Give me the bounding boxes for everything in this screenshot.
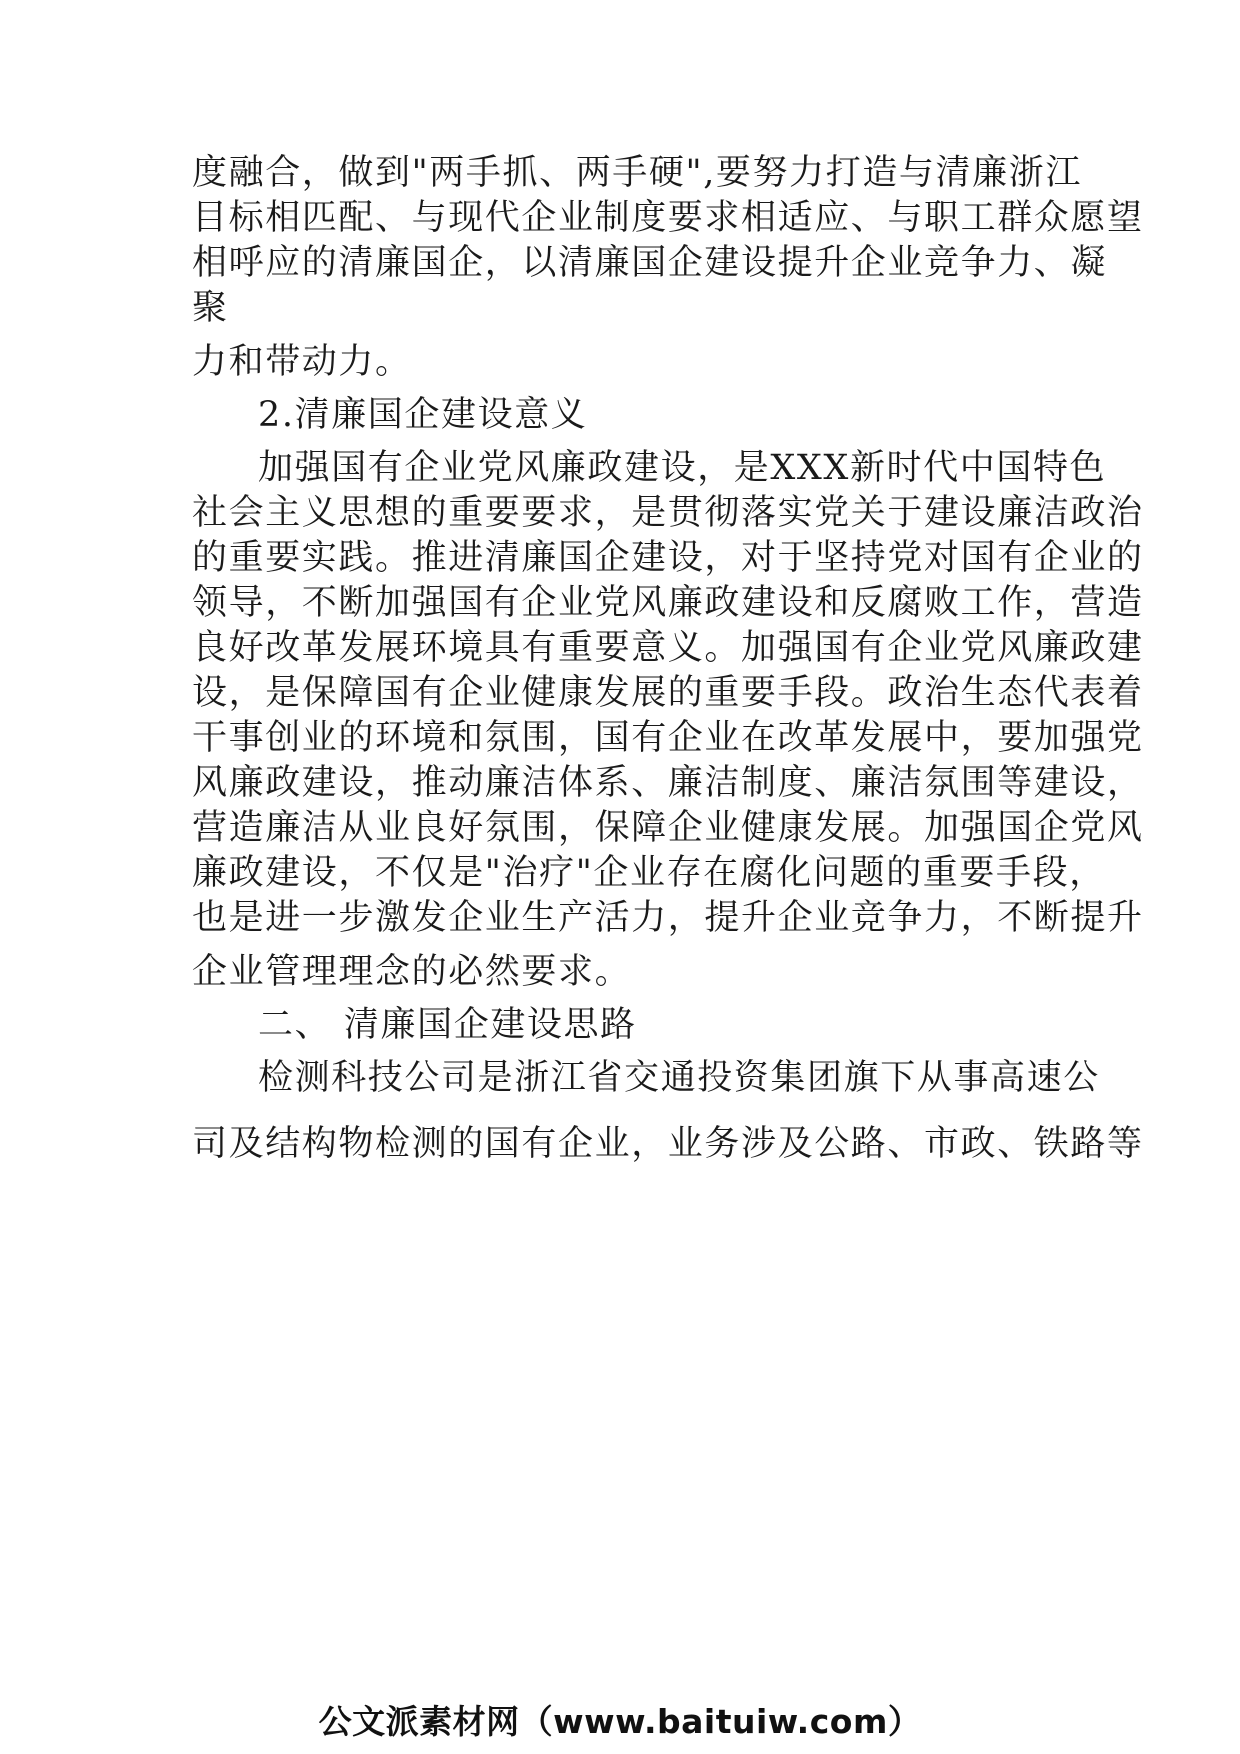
section-heading: 2.清廉国企建设意义 — [258, 395, 588, 435]
paragraph-line: 风廉政建设，推动廉洁体系、廉洁制度、廉洁氛围等建设， — [192, 763, 1144, 803]
paragraph-line: 力和带动力。 — [192, 342, 412, 382]
paragraph-line: 加强国有企业党风廉政建设，是XXX新时代中国特色 — [258, 448, 1107, 488]
section-heading: 二、 清廉国企建设思路 — [258, 1005, 637, 1045]
paragraph-line: 领导，不断加强国有企业党风廉政建设和反腐败工作，营造 — [192, 583, 1144, 623]
paragraph-line: 干事创业的环境和氛围，国有企业在改革发展中，要加强党 — [192, 718, 1144, 758]
paragraph-line: 检测科技公司是浙江省交通投资集团旗下从事高速公 — [258, 1058, 1100, 1098]
paragraph-line: 良好改革发展环境具有重要意义。加强国有企业党风廉政建 — [192, 628, 1144, 668]
paragraph-line: 也是进一步激发企业生产活力，提升企业竞争力，不断提升 — [192, 898, 1144, 938]
paragraph-line: 营造廉洁从业良好氛围，保障企业健康发展。加强国企党风 — [192, 808, 1144, 848]
paragraph-line: 廉政建设，不仅是"治疗"企业存在腐化问题的重要手段， — [192, 853, 1106, 893]
paragraph-line: 社会主义思想的重要要求，是贯彻落实党关于建设廉洁政治 — [192, 493, 1144, 533]
paragraph-line: 相呼应的清廉国企，以清廉国企建设提升企业竞争力、凝 — [192, 243, 1108, 283]
paragraph-line: 设，是保障国有企业健康发展的重要手段。政治生态代表着 — [192, 673, 1144, 713]
paragraph-line: 司及结构物检测的国有企业，业务涉及公路、市政、铁路等 — [192, 1124, 1144, 1164]
paragraph-line: 目标相匹配、与现代企业制度要求相适应、与职工群众愿望 — [192, 198, 1144, 238]
paragraph-line: 的重要实践。推进清廉国企建设，对于坚持党对国有企业的 — [192, 538, 1144, 578]
site-watermark-footer: 公文派素材网（www.baituiw.com） — [318, 1702, 922, 1741]
paragraph-line: 聚 — [192, 288, 229, 328]
paragraph-line: 企业管理理念的必然要求。 — [192, 952, 632, 992]
paragraph-line: 度融合，做到"两手抓、两手硬",要努力打造与清廉浙江 — [192, 153, 1082, 193]
